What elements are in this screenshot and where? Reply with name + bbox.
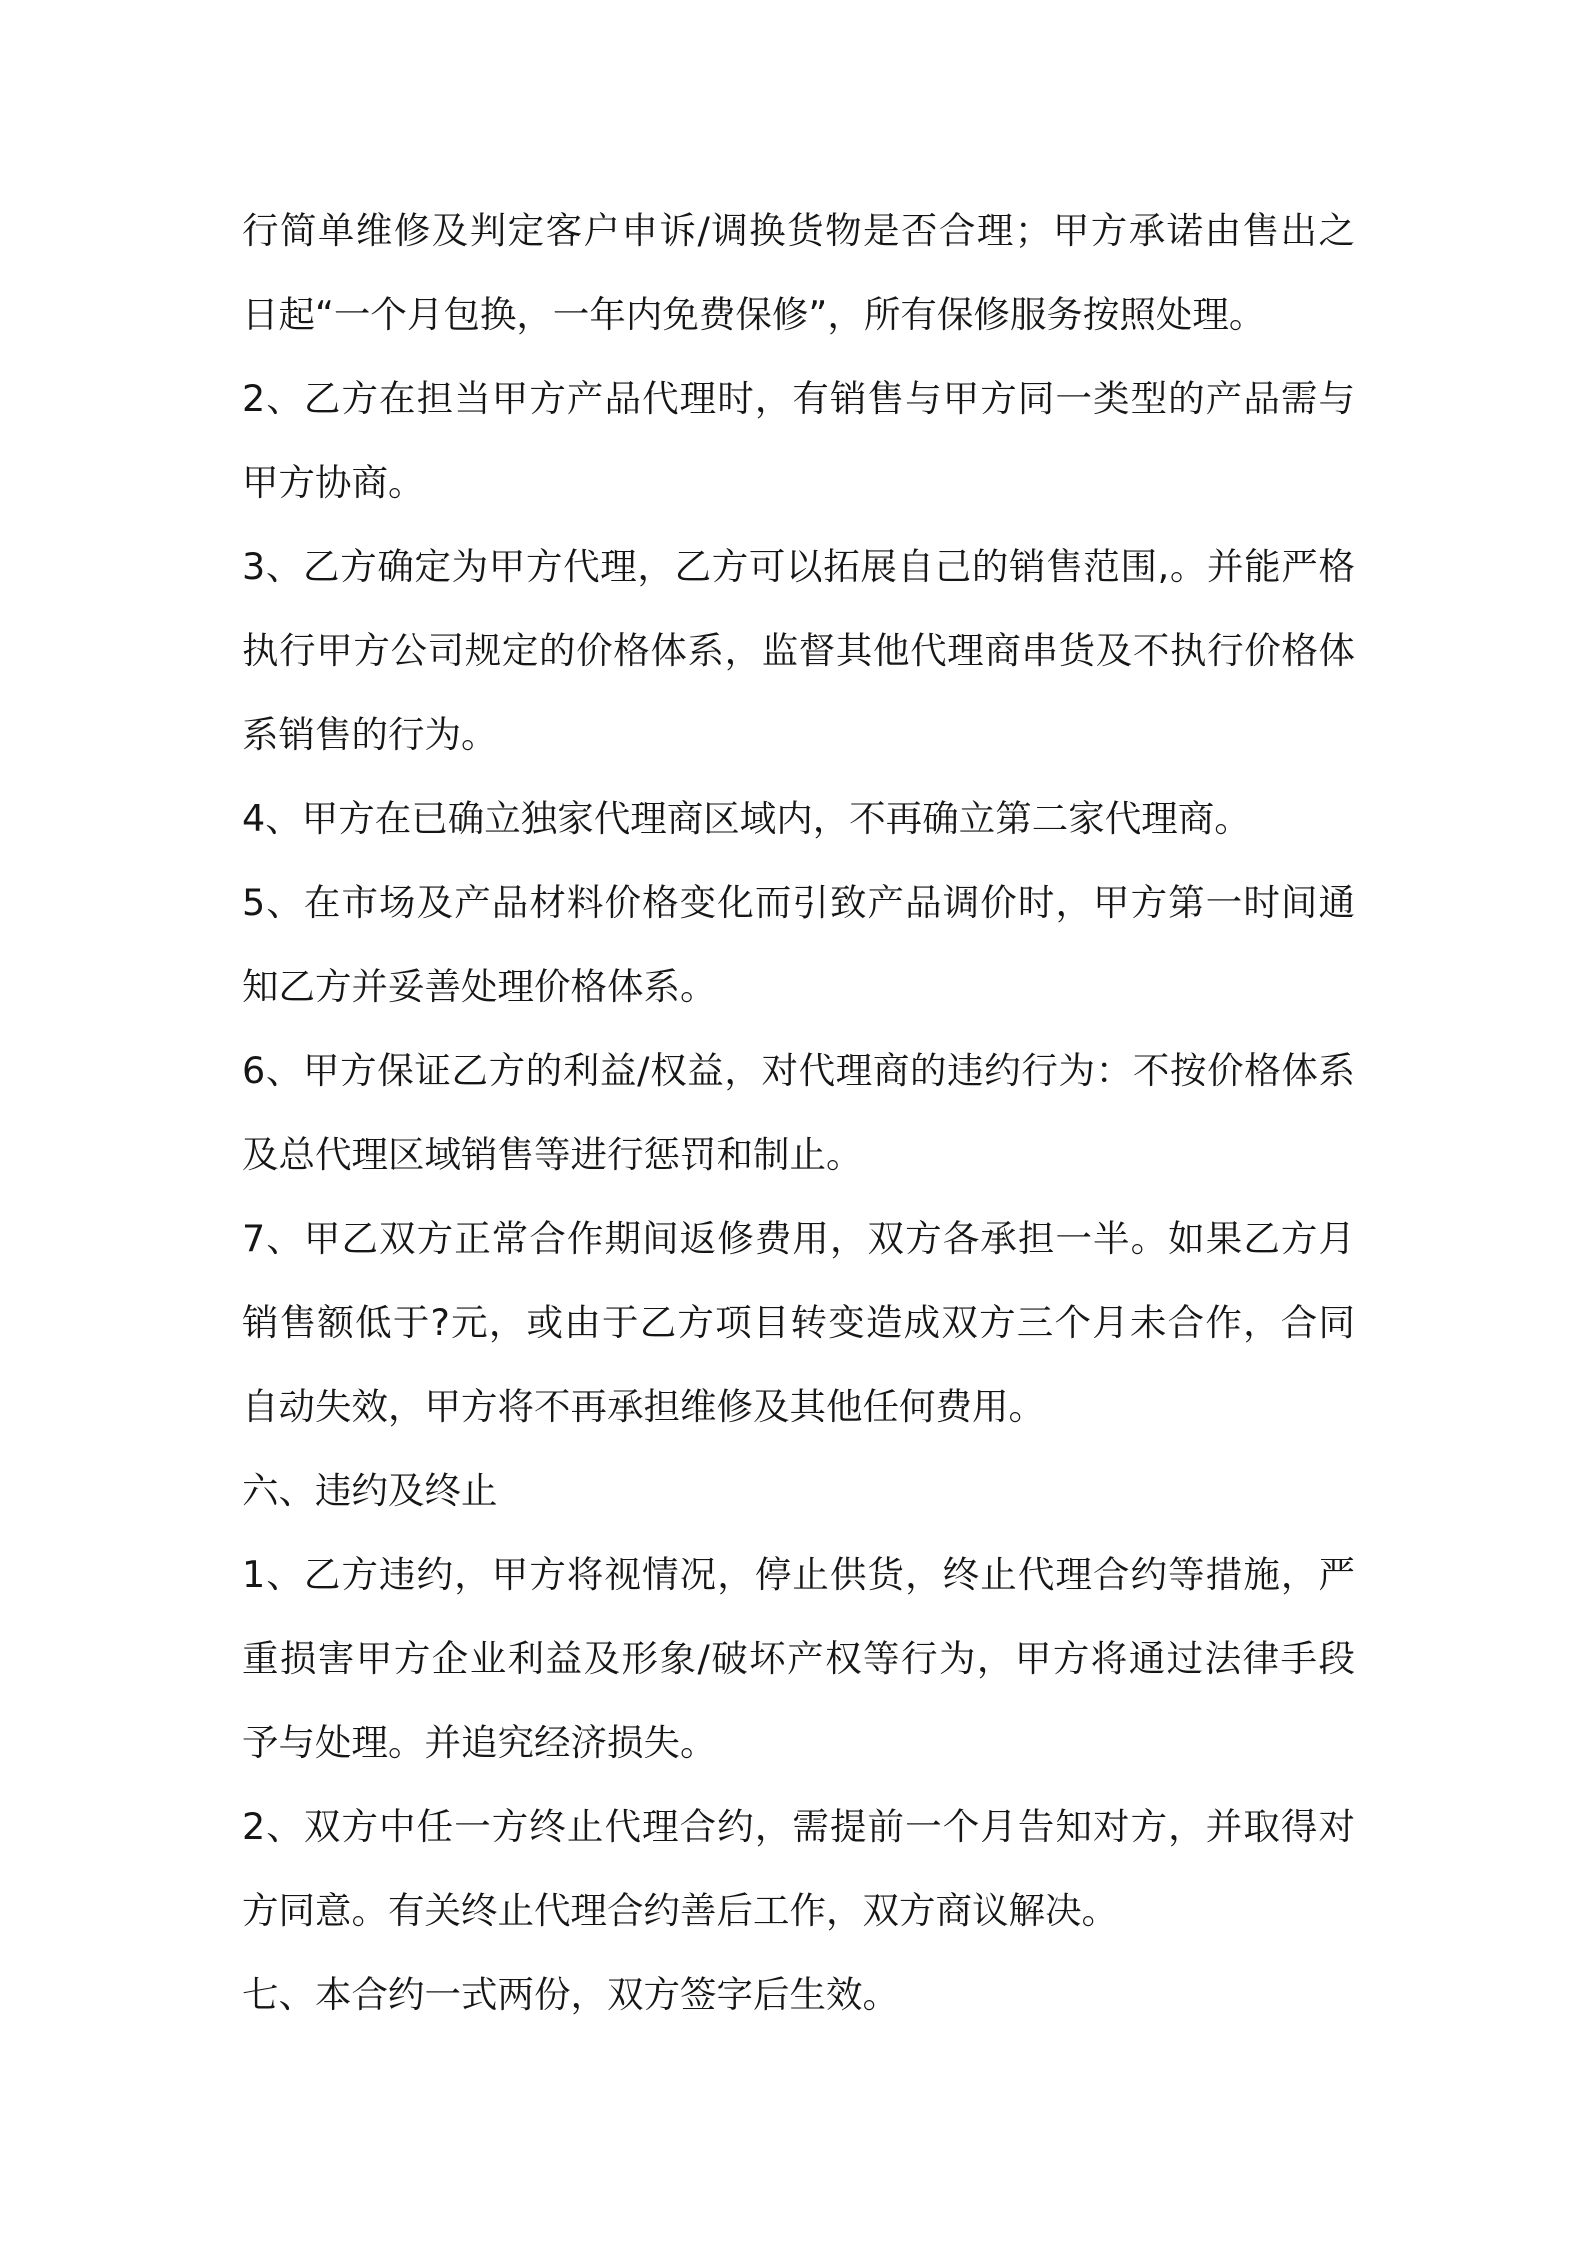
text-line: 日起“一个月包换，一年内免费保修”，所有保修服务按照处理。 (242, 293, 1266, 336)
text-line: 5、在市场及产品材料价格变化而引致产品调价时，甲方第一时间通 (242, 881, 1355, 924)
section-heading: 六、违约及终止 (242, 1469, 498, 1512)
text-line: 知乙方并妥善处理价格体系。 (242, 965, 717, 1008)
clause-4 (242, 777, 1355, 861)
breach-clause-1 (242, 1533, 1355, 1785)
breach-clause-2 (242, 1785, 1355, 1953)
text-line: 2、双方中任一方终止代理合约，需提前一个月告知对方，并取得对 (242, 1805, 1355, 1848)
clause-6 (242, 1029, 1355, 1197)
text-line: 1、乙方违约，甲方将视情况，停止供货，终止代理合约等措施，严 (242, 1553, 1355, 1596)
text-line: 予与处理。并追究经济损失。 (242, 1721, 717, 1764)
text-line: 方同意。有关终止代理合约善后工作，双方商议解决。 (242, 1889, 1118, 1932)
clause-5 (242, 861, 1355, 1029)
clause-3 (242, 525, 1355, 777)
text-line: 执行甲方公司规定的价格体系，监督其他代理商串货及不执行价格体 (242, 629, 1355, 672)
text-line: 2、乙方在担当甲方产品代理时，有销售与甲方同一类型的产品需与 (242, 377, 1355, 420)
text-line: 行简单维修及判定客户申诉/调换货物是否合理；甲方承诺由售出之 (242, 209, 1355, 252)
section-seven-effectiveness (242, 1953, 1355, 2037)
text-line: 甲方协商。 (242, 461, 425, 504)
text-line: 销售额低于?元，或由于乙方项目转变造成双方三个月未合作，合同 (242, 1301, 1355, 1344)
text-line: 及总代理区域销售等进行惩罚和制止。 (242, 1133, 863, 1176)
clause-1-continuation (242, 189, 1355, 357)
clause-2 (242, 357, 1355, 525)
text-line: 系销售的行为。 (242, 713, 498, 756)
clause-7 (242, 1197, 1355, 1449)
text-line: 3、乙方确定为甲方代理，乙方可以拓展自己的销售范围,。并能严格 (242, 545, 1355, 588)
section-heading: 七、本合约一式两份，双方签字后生效。 (242, 1973, 899, 2016)
text-line: 重损害甲方企业利益及形象/破坏产权等行为，甲方将通过法律手段 (242, 1637, 1355, 1680)
section-heading-breach-termination (242, 1449, 1355, 1533)
text-line: 自动失效，甲方将不再承担维修及其他任何费用。 (242, 1385, 1045, 1428)
contract-body (242, 189, 1355, 2037)
text-line: 6、甲方保证乙方的利益/权益，对代理商的违约行为：不按价格体系 (242, 1049, 1355, 1092)
text-line: 4、甲方在已确立独家代理商区域内，不再确立第二家代理商。 (242, 797, 1251, 840)
text-line: 7、甲乙双方正常合作期间返修费用，双方各承担一半。如果乙方月 (242, 1217, 1355, 1260)
